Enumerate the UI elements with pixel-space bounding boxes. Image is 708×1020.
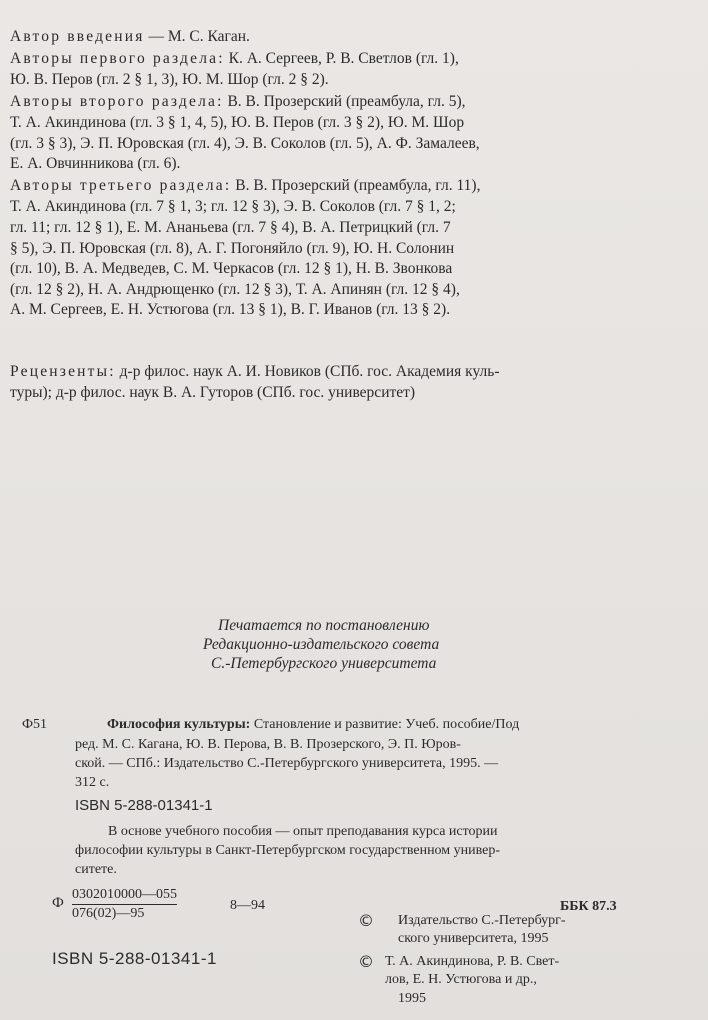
- author-line: (гл. 3 § 3), Э. П. Юровская (гл. 4), Э. В. Соколов (гл. 5), А. Ф. Замалеев,: [10, 135, 480, 152]
- author-line: (гл. 10), В. А. Медведев, С. М. Черкасов (гл. 12 § 1), Н. В. Звонкова: [10, 260, 453, 277]
- copyright-line: 1995: [398, 991, 426, 1006]
- classification-code: Ф51: [22, 717, 48, 732]
- catalog-side: 8—94: [230, 898, 265, 913]
- annotation-line: В основе учебного пособия — опыт преподавания курса истории: [108, 824, 498, 839]
- bbk-code: ББК 87.3: [560, 899, 617, 914]
- catalog-letter: Ф: [52, 895, 64, 911]
- author-line: Т. А. Акиндинова (гл. 3 § 1, 4, 5), Ю. В. Перов (гл. 3 § 2), Ю. М. Шор: [10, 114, 465, 131]
- author-line: Авторы первого раздела: К. А. Сергеев, Р. В. Светлов (гл. 1),: [10, 50, 459, 67]
- copyright-line: Издательство С.-Петербург-: [398, 913, 566, 928]
- reviewers-line: Рецензенты: д-р филос. наук А. И. Новиков (СПб. гос. Академия куль-: [10, 363, 500, 380]
- copyright-icon: ©: [358, 952, 374, 971]
- isbn: ISBN 5-288-01341-1: [75, 797, 213, 814]
- bib-line: Философия культуры: Становление и развитие: Учеб. пособие/Под: [107, 717, 520, 732]
- author-line: Ю. В. Перов (гл. 2 § 1, 3), Ю. М. Шор (гл. 2 § 2).: [10, 71, 329, 88]
- author-line: Авторы второго раздела: В. В. Прозерский (преамбула, гл. 5),: [10, 93, 466, 110]
- author-line: (гл. 12 § 2), Н. А. Андрющенко (гл. 12 § 3), Т. А. Апинян (гл. 12 § 4),: [10, 281, 460, 298]
- catalog-denominator: 076(02)—95: [72, 906, 145, 921]
- bib-line: 312 с.: [75, 775, 110, 790]
- imprint-note-line: Печатается по постановлению: [218, 617, 430, 634]
- annotation-line: философии культуры в Санкт-Петербургском государственном универ-: [75, 843, 501, 858]
- author-line: А. М. Сергеев, Е. Н. Устюгова (гл. 13 § 1), В. Г. Иванов (гл. 13 § 2).: [10, 301, 451, 318]
- author-line: Е. А. Овчинникова (гл. 6).: [10, 155, 181, 172]
- book-title: Философия культуры:: [107, 717, 251, 732]
- imprint-note-line: С.-Петербургского университета: [211, 655, 437, 672]
- catalog-numerator: 0302010000—055: [72, 887, 177, 905]
- author-line: Автор введения — М. С. Каган.: [10, 28, 250, 45]
- isbn-bottom: ISBN 5-288-01341-1: [52, 949, 217, 968]
- bib-line: ред. М. С. Кагана, Ю. В. Перова, В. В. Прозерского, Э. П. Юров-: [75, 737, 461, 752]
- copyright-icon: ©: [358, 911, 374, 930]
- copyright-line: лов, Е. Н. Устюгова и др.,: [385, 972, 537, 987]
- reviewers-line: туры); д-р филос. наук В. А. Гуторов (СПб. гос. университет): [10, 384, 416, 401]
- copyright-line: Т. А. Акиндинова, Р. В. Свет-: [385, 954, 560, 969]
- annotation-line: ситете.: [75, 862, 117, 877]
- copyright-line: ского университета, 1995: [398, 931, 549, 946]
- imprint-note-line: Редакционно-издательского совета: [203, 636, 440, 653]
- reviewers-label: Рецензенты:: [10, 363, 116, 380]
- author-line: § 5), Э. П. Юровская (гл. 8), А. Г. Погоняйло (гл. 9), Ю. Н. Солонин: [10, 240, 455, 257]
- bib-line: ской. — СПб.: Издательство С.-Петербургского университета, 1995. —: [75, 756, 499, 771]
- author-line: гл. 11; гл. 12 § 1), Е. М. Ананьева (гл. 7 § 4), В. А. Петрицкий (гл. 7: [10, 219, 451, 236]
- author-line: Авторы третьего раздела: В. В. Прозерский (преамбула, гл. 11),: [10, 177, 481, 194]
- author-line: Т. А. Акиндинова (гл. 7 § 1, 3; гл. 12 § 3), Э. В. Соколов (гл. 7 § 1, 2;: [10, 198, 456, 215]
